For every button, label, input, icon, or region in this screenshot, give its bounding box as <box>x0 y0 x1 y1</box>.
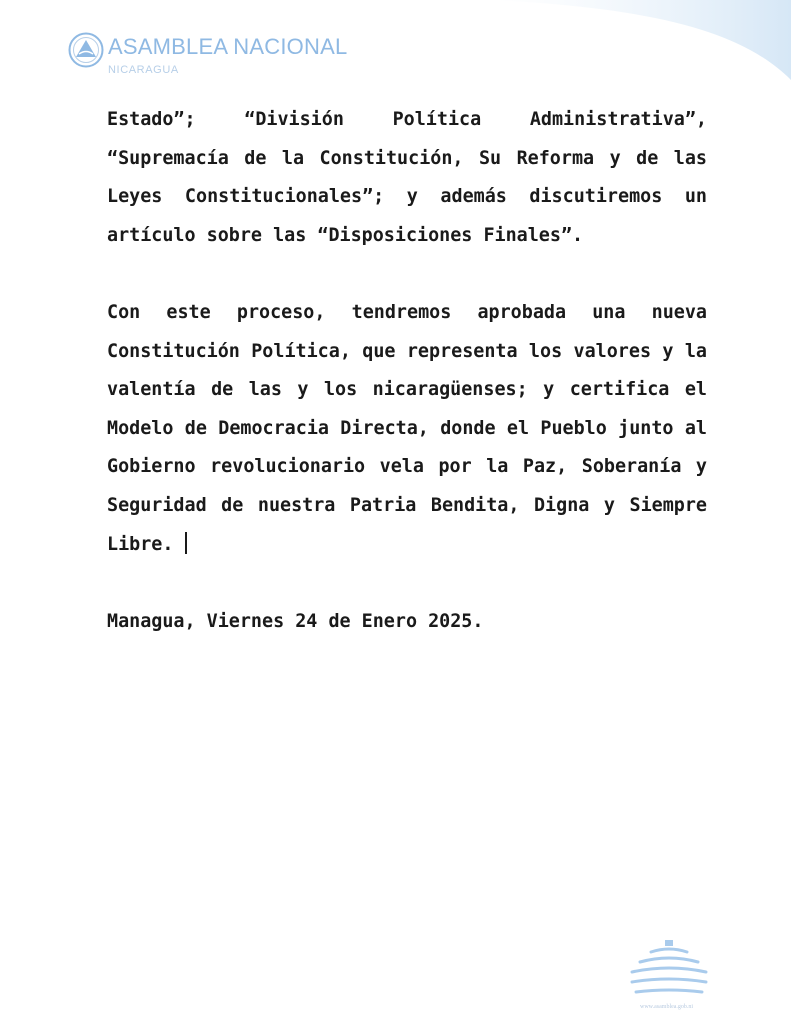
paragraph-closing-text: Con este proceso, tendremos aprobada una nueva Constitución Política, que representa los valores y la valentía de las y los nicaragüenses; y certifica el Modelo de Democracia Directa, donde el Pueblo junto al Gobierno revolucionario vela por la Paz, Soberanía y Seguridad de nuestra Patria Bendita, Digna y Siempre Libre. <box>107 301 707 555</box>
paragraph-closing <box>107 294 707 564</box>
footer-url: www.asamblea.gob.ni <box>640 1004 694 1010</box>
document-body <box>107 101 707 641</box>
text-cursor <box>185 532 187 554</box>
paragraph-continuation: Estado”; “División Política Administrativa”, “Supremacía de la Constitución, Su Reforma y de las Leyes Constitucionales”; y además discutiremos un artículo sobre las “Disposiciones Finales”. <box>107 109 707 246</box>
country-name: NICARAGUA <box>108 64 179 76</box>
corner-wave-decoration <box>491 0 791 80</box>
institution-name: ASAMBLEA NACIONAL <box>108 34 348 59</box>
emblem-icon <box>68 32 104 68</box>
date-line: Managua, Viernes 24 de Enero 2025. <box>107 610 484 632</box>
